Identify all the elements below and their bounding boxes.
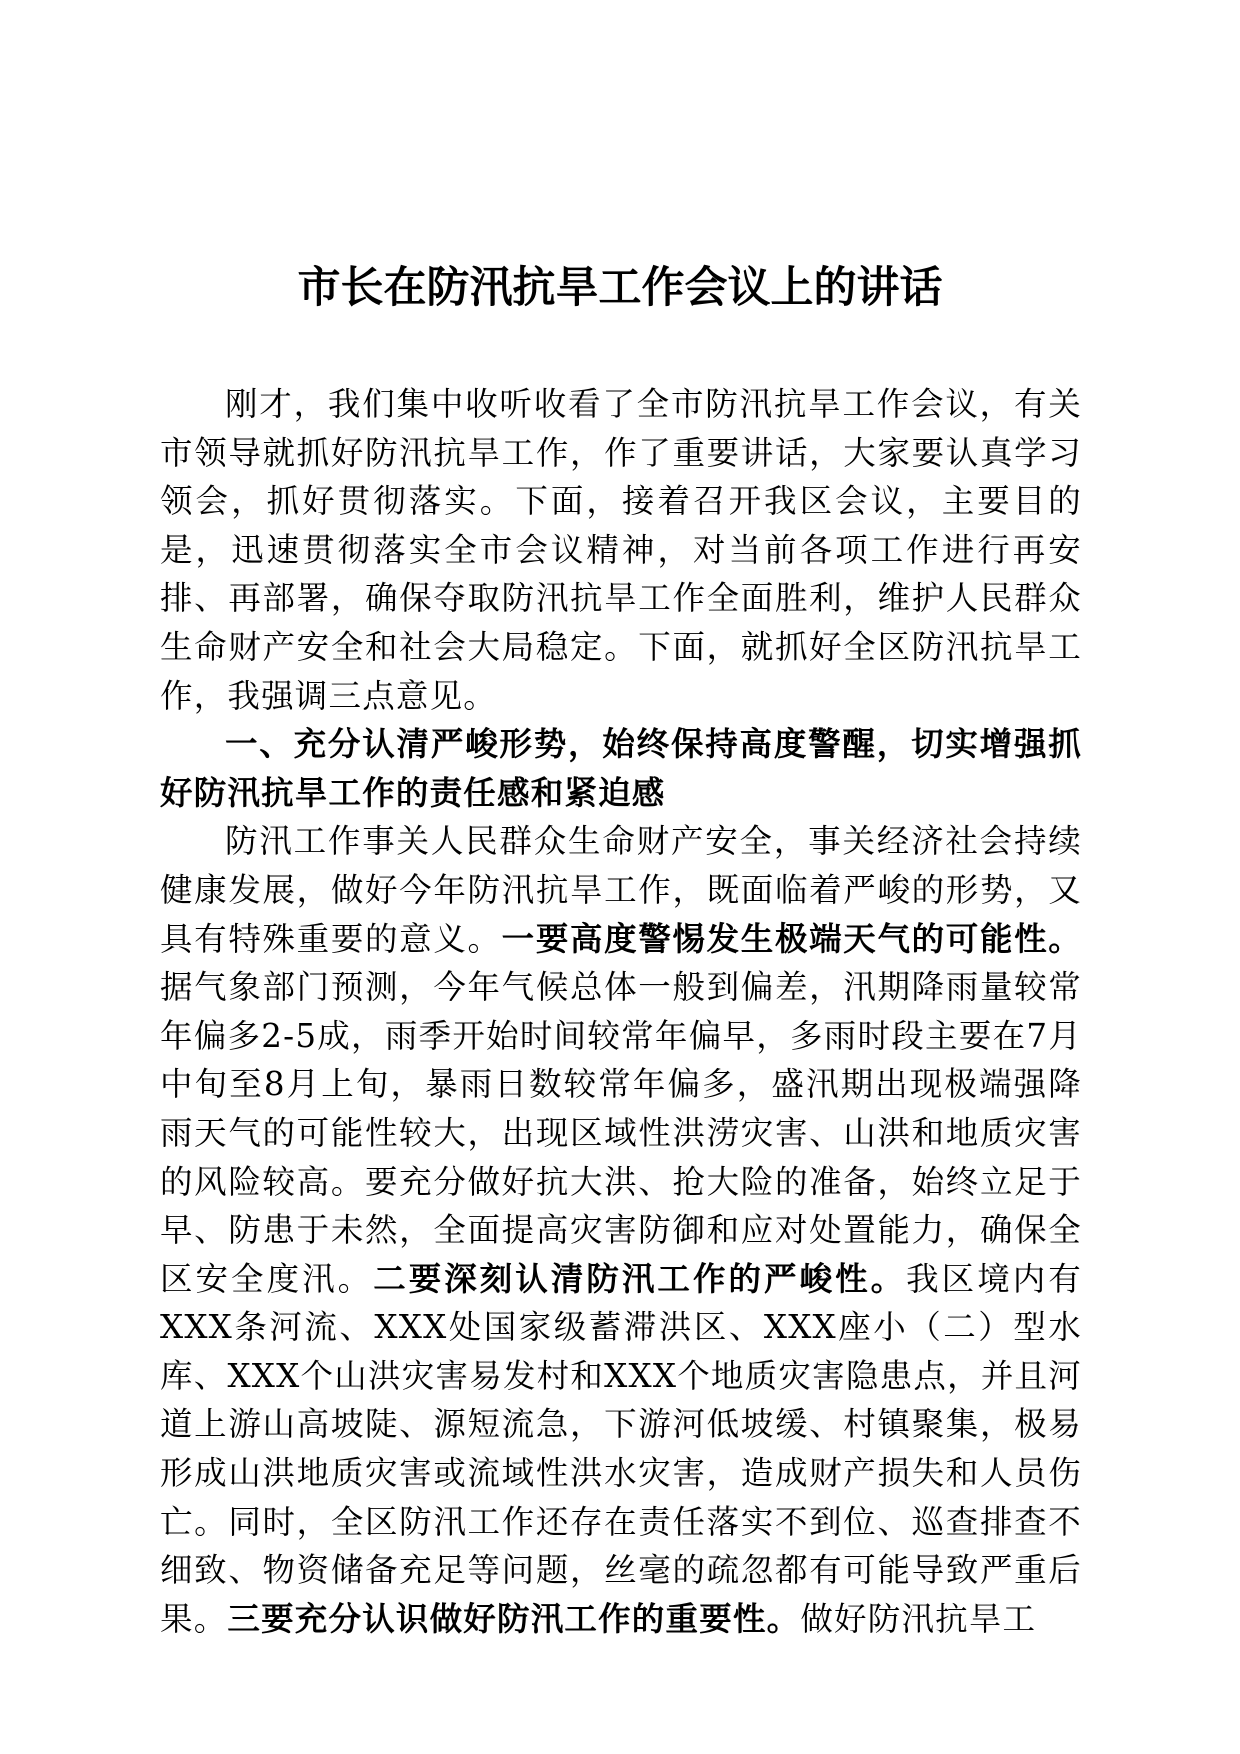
point-2-heading: 二要深刻认清防汛工作的严峻性。 [373, 1258, 907, 1298]
document-body [160, 380, 1082, 1643]
point-3-heading: 三要充分认识做好防汛工作的重要性。 [227, 1598, 801, 1638]
intro-paragraph: 刚才，我们集中收听收看了全市防汛抗旱工作会议，有关市领导就抓好防汛抗旱工作，作了重要讲话，大家要认真学习领会，抓好贯彻落实。下面，接着召开我区会议，主要目的是，迅速贯彻落实全市会议精神，对当前各项工作进行再安排、再部署，确保夺取防汛抗旱工作全面胜利，维护人民群众生命财产安全和社会大局稳定。下面，就抓好全区防汛抗旱工作，我强调三点意见。 [160, 385, 1082, 715]
point-1-text: 据气象部门预测，今年气候总体一般到偏差，汛期降雨量较常年偏多2-5成，雨季开始时间较常年偏早，多雨时段主要在7月中旬至8月上旬，暴雨日数较常年偏多，盛汛期出现极端强降雨天气的可能性较大，出现区域性洪涝灾害、山洪和地质灾害的风险较高。要充分做好抗大洪、抢大险的准备，始终立足于早、防患于未然，全面提高灾害防御和应对处置能力，确保全区安全度汛。 [160, 968, 1082, 1298]
section-1-lead-text: 防汛工作事关人民群众生命财产安全，事关经济社会持续健康发展，做好今年防汛抗旱工作，既面临着严峻的形势，又具有特殊重要的意义。 [160, 822, 1082, 958]
section-1-paragraph [160, 817, 1082, 1643]
point-3-text: 做好防汛抗旱工 [800, 1599, 1037, 1638]
document-title: 市长在防汛抗旱工作会议上的讲话 [297, 263, 943, 313]
section-heading-1: 一、充分认清严峻形势，始终保持高度警醒，切实增强抓好防汛抗旱工作的责任感和紧迫感 [160, 725, 1082, 812]
point-2-text: 我区境内有XXX条河流、XXX处国家级蓄滞洪区、XXX座小（二）型水库、XXX个山洪灾害易发村和XXX个地质灾害隐患点，并且河道上游山高坡陡、源短流急，下游河低坡缓、村镇聚集，极易形成山洪地质灾害或流域性洪水灾害，造成财产损失和人员伤亡。同时，全区防汛工作还存在责任落实不到位、巡查排查不细致、物资储备充足等问题，丝毫的疏忽都有可能导致严重后果。 [160, 1259, 1082, 1638]
point-1-heading: 一要高度警惕发生极端天气的可能性。 [501, 918, 1082, 958]
